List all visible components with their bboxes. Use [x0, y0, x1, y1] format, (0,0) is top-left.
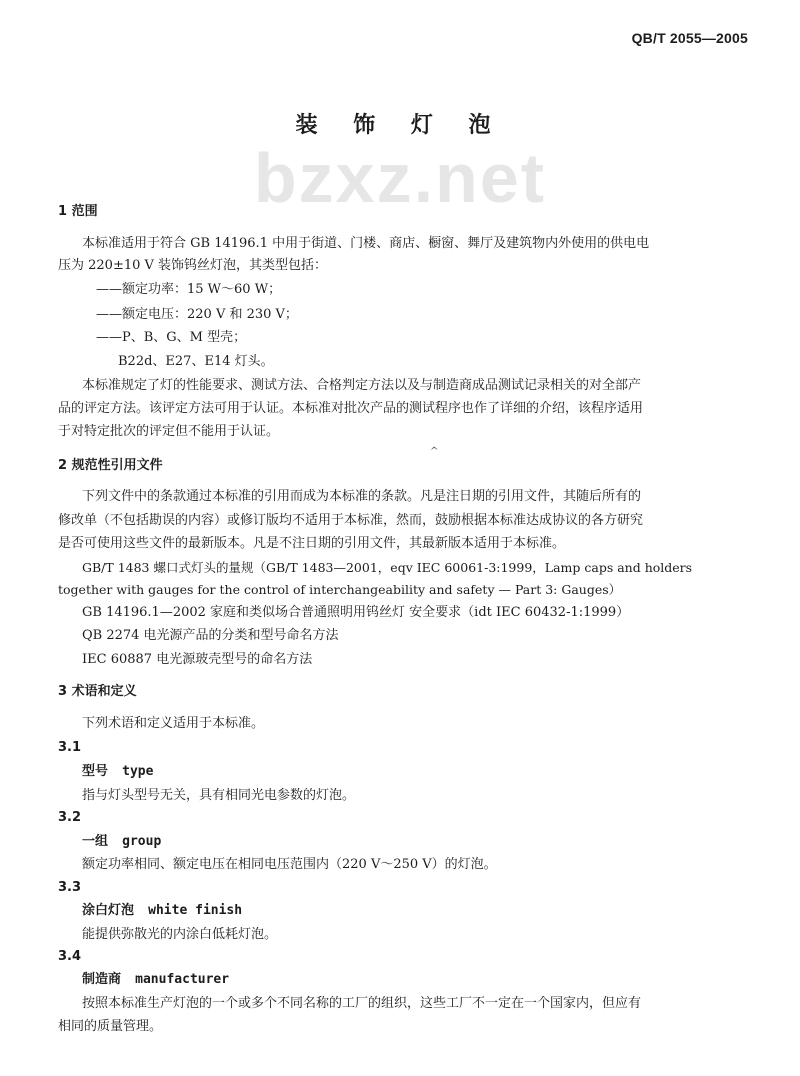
definition-3-1-term: [82, 762, 153, 782]
definition-term-zh: 一组: [82, 834, 109, 849]
definition-3-2-term: [82, 832, 161, 852]
definition-3-3-text: 能提供弥散光的内涂白低耗灯泡。: [82, 927, 278, 942]
definition-3-3-number: 3.3: [58, 880, 82, 895]
definition-term-zh: 制造商: [82, 972, 122, 987]
definition-3-1-number: 3.1: [58, 740, 82, 755]
definition-3-3-term: [82, 901, 242, 921]
section-1-paragraph-1-line-2: 压为 220±10 V 装饰钨丝灯泡，其类型包括：: [58, 258, 328, 273]
definition-term-en: white finish: [148, 903, 243, 918]
definition-3-4-text-line-1: 按照本标准生产灯泡的一个或多个不同名称的工厂的组织，这些工厂不一定在一个国家内，但应有: [82, 996, 642, 1011]
definition-term-en: group: [122, 834, 162, 849]
definition-3-4-text-line-2: 相同的质量管理。: [58, 1019, 163, 1034]
section-1-bullet-1: ——额定功率：15 W～60 W；: [96, 282, 282, 297]
section-2-paragraph-line-1: 下列文件中的条款通过本标准的引用而成为本标准的条款。凡是注日期的引用文件，其随后所有的: [82, 489, 642, 504]
section-1-bullet-2: ——额定电压：220 V 和 230 V；: [96, 307, 298, 322]
scan-speck: ^: [430, 446, 439, 457]
definition-term-en: type: [122, 764, 154, 779]
definition-3-4-term: [82, 970, 229, 990]
section-2-paragraph-line-2: 修改单（不包括勘误的内容）或修订版均不适用于本标准，然而，鼓励根据本标准达成协议的各方研究: [58, 513, 644, 528]
definition-term-en: manufacturer: [135, 972, 230, 987]
section-3-heading: 3 术语和定义: [58, 684, 137, 699]
reference-4: IEC 60887 电光源玻壳型号的命名方法: [82, 652, 313, 667]
section-1-paragraph-2-line-3: 于对特定批次的评定但不能用于认证。: [58, 424, 280, 439]
definition-3-2-text: 额定功率相同、额定电压在相同电压范围内（220 V～250 V）的灯泡。: [82, 857, 497, 872]
section-1-bullet-3: ——P、B、G、M 型壳；: [96, 330, 247, 345]
definition-3-4-number: 3.4: [58, 949, 82, 964]
definition-term-zh: 涂白灯泡: [82, 903, 135, 918]
reference-1-line-1: GB/T 1483 螺口式灯头的量规（GB/T 1483—2001，eqv IEC 60061-3:1999，Lamp caps and holders: [82, 560, 693, 575]
document-title: 装 饰 灯 泡: [295, 113, 505, 138]
reference-2: GB 14196.1—2002 家庭和类似场合普通照明用钨丝灯 安全要求（idt IEC 60432-1:1999）: [82, 605, 630, 620]
standard-code: QB/T 2055—2005: [631, 30, 748, 46]
section-3-intro: 下列术语和定义适用于本标准。: [82, 716, 265, 731]
section-1-paragraph-2-line-1: 本标准规定了灯的性能要求、测试方法、合格判定方法以及与制造商成品测试记录相关的对全部产: [82, 378, 642, 393]
section-1-paragraph-2-line-2: 品的评定方法。该评定方法可用于认证。本标准对批次产品的测试程序也作了详细的介绍，该程序适用: [58, 401, 644, 416]
definition-term-zh: 型号: [82, 764, 109, 779]
reference-3: QB 2274 电光源产品的分类和型号命名方法: [82, 628, 339, 643]
section-2-paragraph-line-3: 是否可使用这些文件的最新版本。凡是不注日期的引用文件，其最新版本适用于本标准。: [58, 536, 566, 551]
section-1-heading: 1 范围: [58, 204, 98, 219]
definition-3-2-number: 3.2: [58, 810, 82, 825]
watermark: bzxz.net: [253, 139, 547, 217]
definition-3-1-text: 指与灯头型号无关，具有相同光电参数的灯泡。: [82, 788, 356, 803]
section-2-heading: 2 规范性引用文件: [58, 458, 163, 473]
reference-1-line-2: together with gauges for the control of interchangeability and safety — Part 3: Gauges）: [58, 582, 622, 597]
section-1-bullet-4: B22d、E27、E14 灯头。: [118, 354, 274, 369]
section-1-paragraph-1-line-1: 本标准适用于符合 GB 14196.1 中用于街道、门楼、商店、橱窗、舞厅及建筑物内外使用的供电电: [82, 236, 650, 251]
